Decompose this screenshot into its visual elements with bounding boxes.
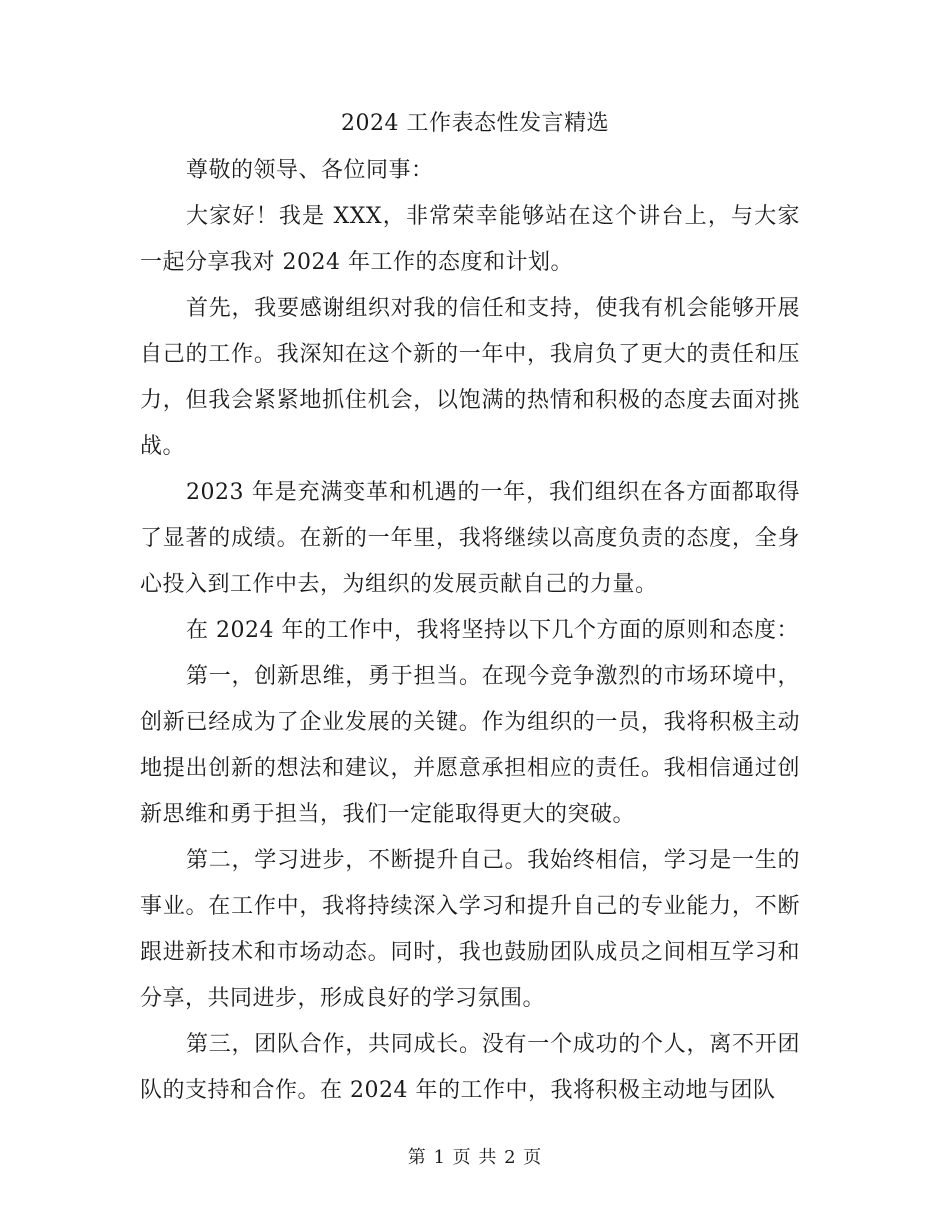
page-number-footer: 第 1 页 共 2 页 xyxy=(407,1147,543,1168)
paragraph-greeting: 大家好！我是 XXX，非常荣幸能够站在这个讲台上，与大家一起分享我对 2024 年工作的态度和计划。 xyxy=(140,204,800,275)
document-body xyxy=(140,148,800,1114)
paragraph-principle-two: 第二，学习进步，不断提升自己。我始终相信，学习是一生的事业。在工作中，我将持续深入学习和提升自己的专业能力，不断跟进新技术和市场动态。同时，我也鼓励团队成员之间相互学习和分享，共同进步，形成良好的学习氛围。 xyxy=(140,848,800,1011)
document-title: 2024 工作表态性发言精选 xyxy=(341,111,609,136)
paragraph-review: 2023 年是充满变革和机遇的一年，我们组织在各方面都取得了显著的成绩。在新的一年里，我将继续以高度负责的态度，全身心投入到工作中去，为组织的发展贡献自己的力量。 xyxy=(140,480,800,597)
paragraph-salutation: 尊敬的领导、各位同事： xyxy=(186,158,434,183)
paragraph-principles-intro: 在 2024 年的工作中，我将坚持以下几个方面的原则和态度： xyxy=(186,618,799,643)
paragraph-principle-one: 第一，创新思维，勇于担当。在现今竞争激烈的市场环境中，创新已经成为了企业发展的关键。作为组织的一员，我将积极主动地提出创新的想法和建议，并愿意承担相应的责任。我相信通过创新思维和勇于担当，我们一定能取得更大的突破。 xyxy=(140,664,800,827)
paragraph-principle-three: 第三，团队合作，共同成长。没有一个成功的个人，离不开团队的支持和合作。在 2024 年的工作中，我将积极主动地与团队 xyxy=(140,1032,800,1103)
paragraph-thanks: 首先，我要感谢组织对我的信任和支持，使我有机会能够开展自己的工作。我深知在这个新的一年中，我肩负了更大的责任和压力，但我会紧紧地抓住机会，以饱满的热情和积极的态度去面对挑战。 xyxy=(140,296,800,459)
